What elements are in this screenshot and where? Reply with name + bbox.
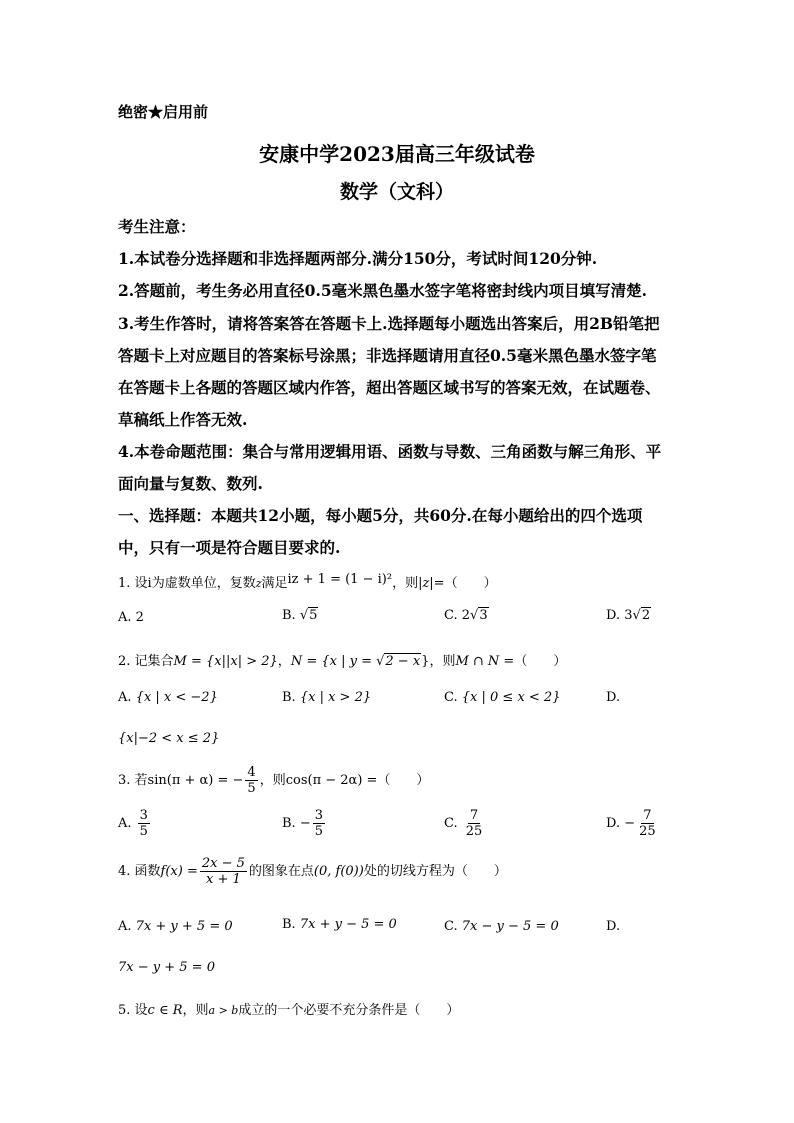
option-c: C. $\frac{7}{25}$ xyxy=(444,808,483,839)
option-c: C. 7x − y − 5 = 0 xyxy=(444,919,559,934)
option-b: B. √5 xyxy=(282,608,318,623)
question-5-stem: 5. 设c ∈ R，则a > b成立的一个必要不充分条件是（ ） xyxy=(118,1003,460,1018)
question-4-stem: 4. 函数f(x) = $\frac{2x - 5}{x + 1}$ 的图象在点(0, f(0))处的切线方程为（ ） xyxy=(118,856,507,887)
option-c: C. {x | 0 ≤ x < 2} xyxy=(444,690,561,705)
section-heading: 一、选择题：本题共12小题，每小题5分，共60分.在每小题给出的四个选项 xyxy=(118,506,643,525)
option-a: A. {x | x < −2} xyxy=(118,690,218,705)
exam-title: 安康中学2023届高三年级试卷 xyxy=(259,142,535,166)
notice-heading: 考生注意： xyxy=(118,217,196,236)
notice-line: 答题卡上对应题目的答案标号涂黑；非选择题请用直径0.5毫米黑色墨水签字笔 xyxy=(118,346,657,365)
option-d: {x|−2 < x ≤ 2} xyxy=(118,731,220,746)
notice-line: 2.答题前，考生务必用直径0.5毫米黑色墨水签字笔将密封线内项目填写清楚. xyxy=(118,281,648,300)
notice-line: 4.本卷命题范围：集合与常用逻辑用语、函数与导数、三角函数与解三角形、平 xyxy=(118,442,662,461)
notice-line: 在答题卡上各题的答题区域内作答，超出答题区域书写的答案无效，在试题卷、 xyxy=(118,378,661,397)
option-b: B. 7x + y − 5 = 0 xyxy=(282,917,397,932)
secret-tag: 绝密★启用前 xyxy=(118,103,209,121)
option-d-label: D. xyxy=(606,919,621,934)
option-a: A. $\frac{3}{5}$ xyxy=(118,808,148,839)
notice-line: 草稿纸上作答无效. xyxy=(118,410,248,429)
option-d: D. 3√2 xyxy=(606,608,651,623)
section-heading-cont: 中，只有一项是符合题目要求的. xyxy=(118,538,341,557)
notice-line: 1.本试卷分选择题和非选择题两部分.满分150分，考试时间120分钟. xyxy=(118,249,598,268)
question-1-stem: 1. 设i为虚数单位，复数z满足iz + 1 = (1 − i)²，则|z|=（ ） xyxy=(118,572,497,591)
option-c: C. 2√3 xyxy=(444,608,488,623)
notice-line: 面向量与复数、数列. xyxy=(118,474,263,493)
question-3-stem: 3. 若sin(π + α) = − $\frac{4}{5}$ ，则cos(π − 2α) =（ ） xyxy=(118,765,430,796)
option-d-label: D. xyxy=(606,690,621,705)
option-a: A. 7x + y + 5 = 0 xyxy=(118,919,233,934)
exam-subtitle: 数学（文科） xyxy=(339,181,454,203)
option-d: 7x − y + 5 = 0 xyxy=(118,960,215,975)
option-d: D. − $\frac{7}{25}$ xyxy=(606,808,656,839)
option-b: B. − $\frac{3}{5}$ xyxy=(282,808,324,839)
notice-line: 3.考生作答时，请将答案答在答题卡上.选择题每小题选出答案后，用2B铅笔把 xyxy=(118,314,660,333)
question-2-stem: 2. 记集合M = {x||x| > 2}，N = {x | y = √2 − x}，则M ∩ N =（ ） xyxy=(118,654,567,669)
option-b: B. {x | x > 2} xyxy=(282,690,372,705)
option-a: A. 2 xyxy=(118,610,144,625)
